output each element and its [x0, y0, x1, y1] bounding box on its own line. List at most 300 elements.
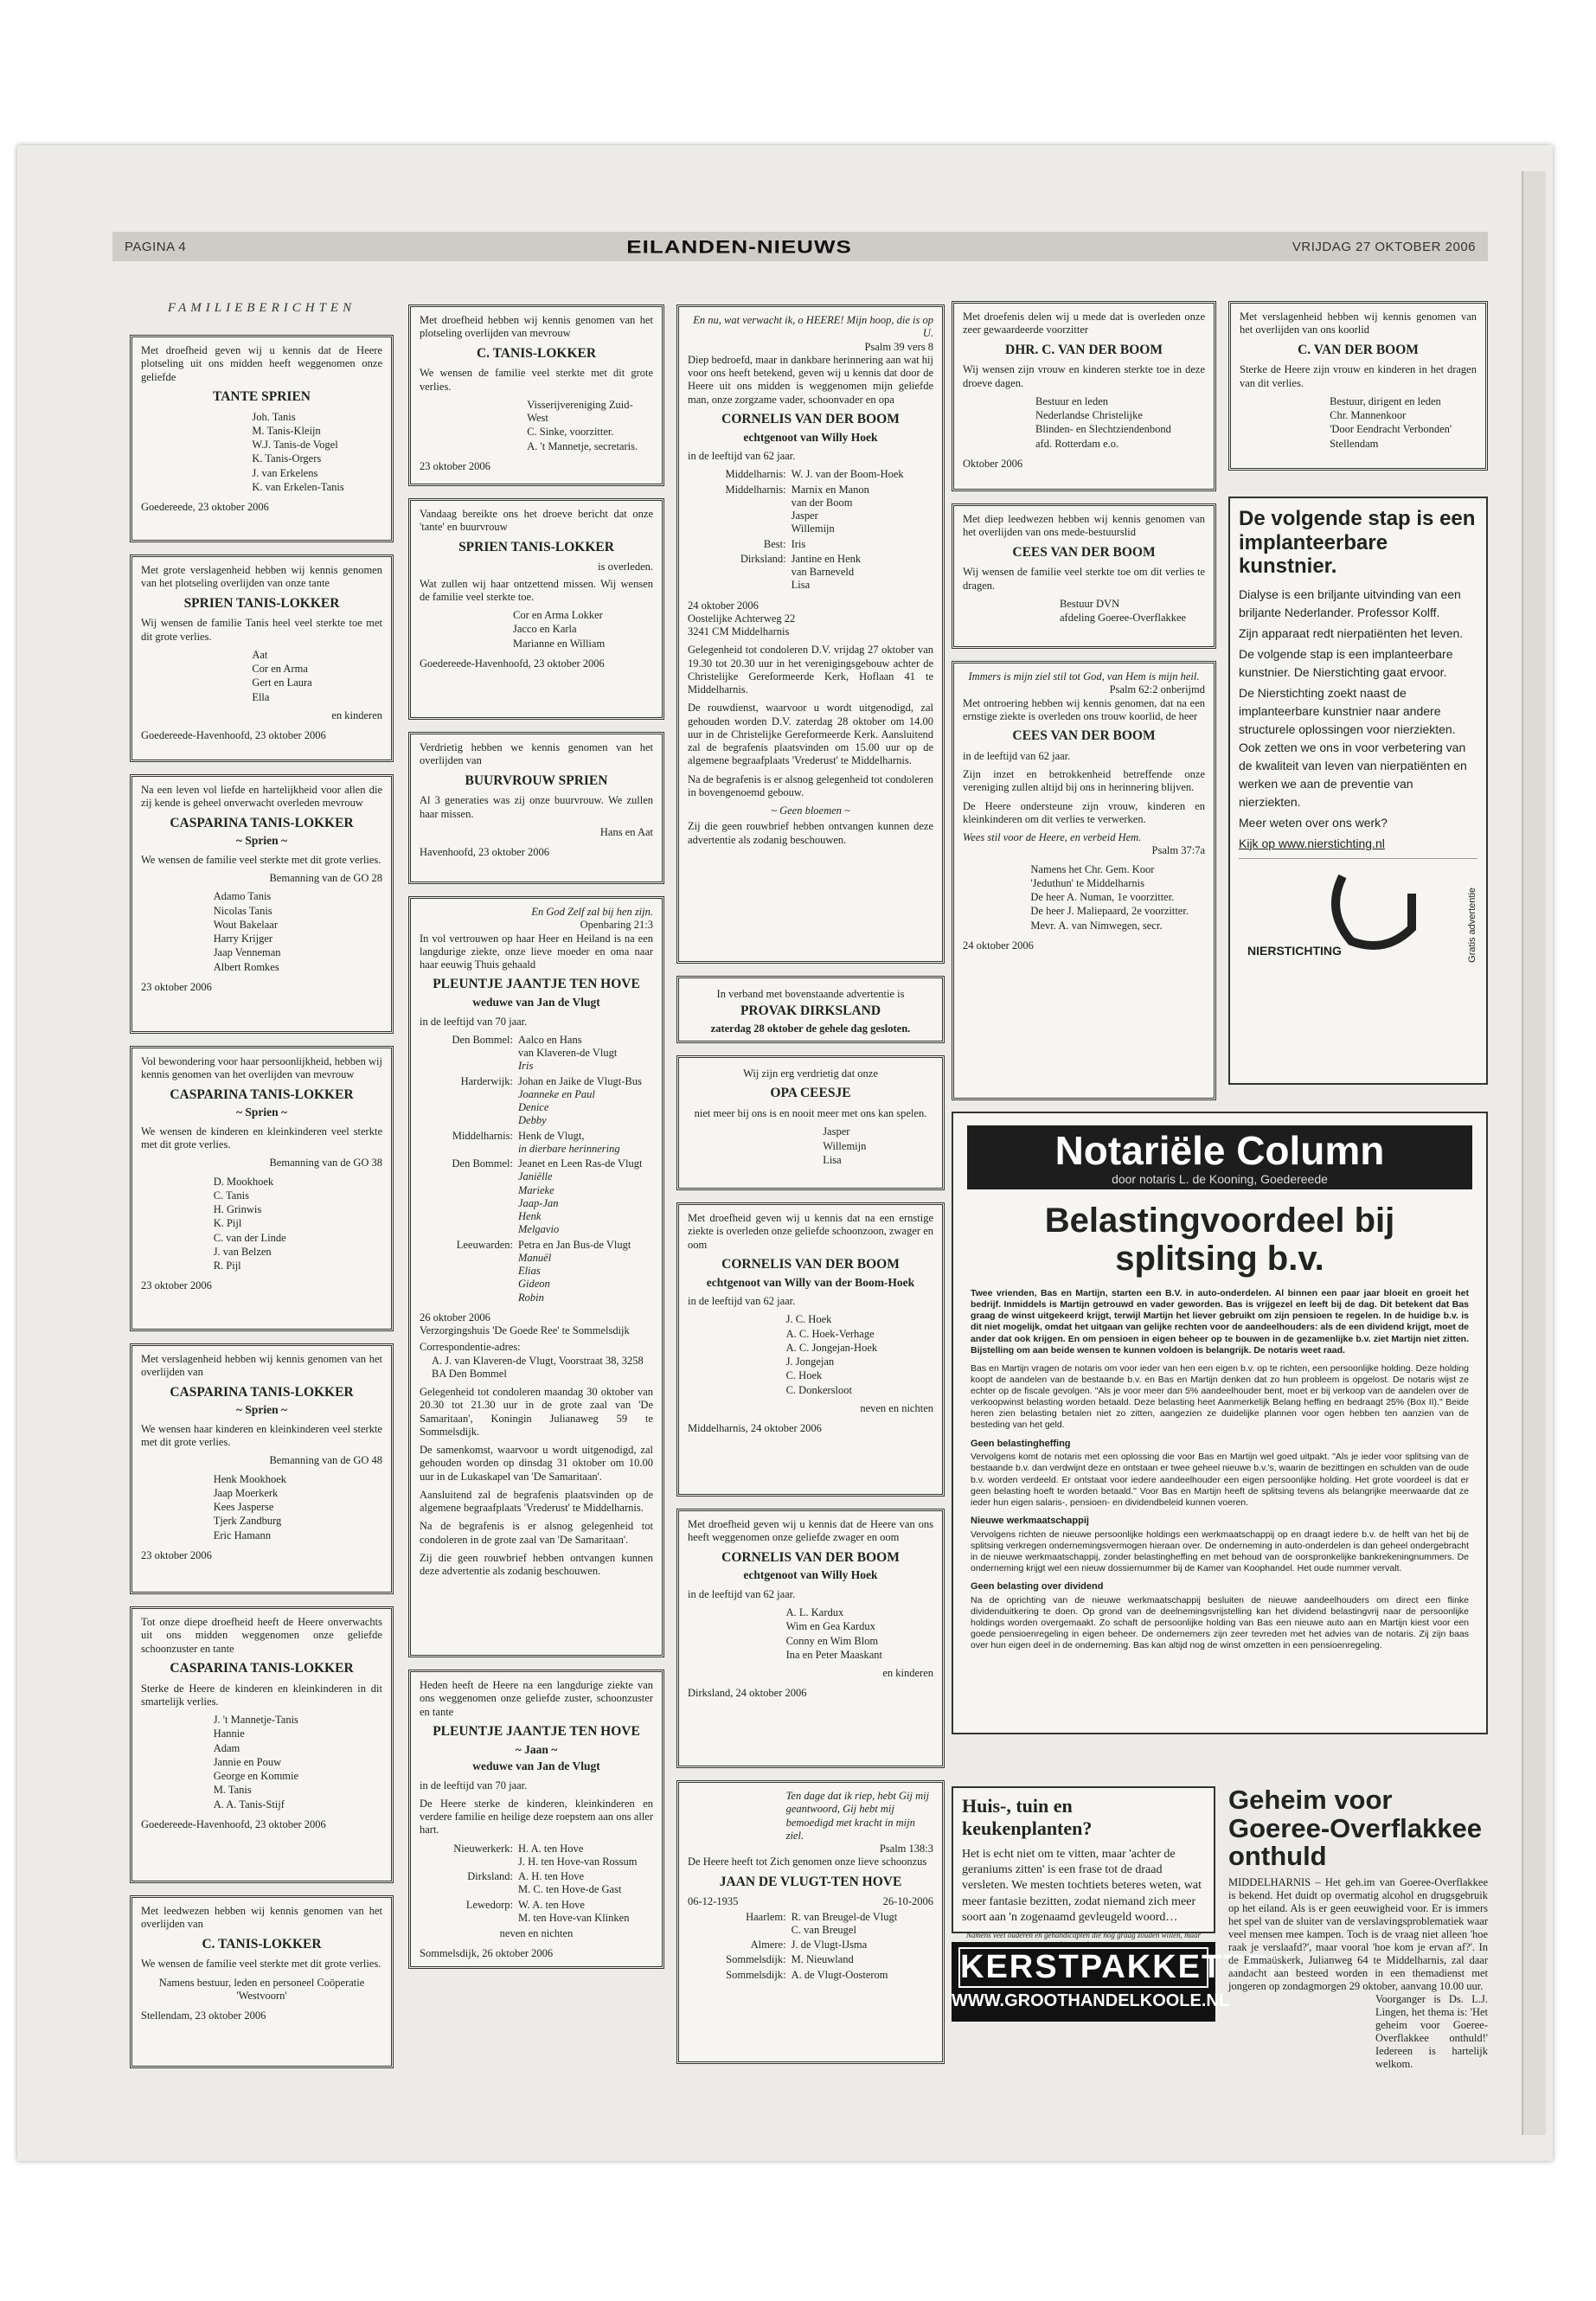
ad-org: afdeling Goeree-Overflakkee	[1060, 612, 1187, 625]
family-row	[420, 1239, 653, 1304]
age-line: in de leeftijd van 62 jaar.	[688, 450, 796, 463]
plants-footnote: Namens veel ouderen en gehandicapten die nog graag zouden willen, maar	[965, 1930, 1202, 1939]
ad-intro: Met droefheid geven wij u kennis dat de Heere van ons heeft weggenomen onze geliefde zwager en oom	[688, 1518, 933, 1544]
ad-org: Bestuur en leden	[1035, 394, 1109, 407]
issue-date: VRIJDAG 27 OKTOBER 2006	[1292, 239, 1476, 254]
grandchild: Elias	[518, 1265, 541, 1278]
grandchild: Marieke	[518, 1183, 554, 1196]
deceased-name: CASPARINA TANIS-LOKKER	[170, 1384, 354, 1400]
obituary-ad	[408, 1670, 664, 1969]
ad-footer: Middelharnis, 24 oktober 2006	[688, 1422, 822, 1435]
plants-text: Het is echt niet om te vitten, maar 'achter de geraniums zitten' is een frase tot de draad versleten. We mesten tochtiets beteres weten, wat meer fantasie bezitten, zodat niemand zich meer soort aan 'n zogenaamd gevleugeld woord…	[962, 1848, 1202, 1924]
family-name: Lisa	[791, 579, 811, 592]
signer: Hannie	[213, 1727, 245, 1740]
column-1	[130, 294, 394, 2080]
charity-brand: NIERSTICHTING	[1247, 943, 1342, 958]
ad-intro: Met verslagenheid hebben wij kennis genomen van het overlijden van ons koorlid	[1240, 311, 1477, 336]
family-name: W. J. van der Boom-Hoek	[791, 468, 904, 481]
spouse-line: echtgenoot van Willy Hoek	[743, 1568, 878, 1582]
article-paragraph: Vervolgens richten de nieuwe persoonlijke holdings een werkmaatschappij op en draagt iedere b.v. de helft van het bij de splitsing verkregen ondernemingsvermogen hieraan over. De onderneming in auto-onderdelen is dan geheel ondergebracht in de nieuwe werkmaatschappij, zonder belastingheffing en met behoud van de oorspronkelijke bankrekeningnummers. De onderneming krijgt wel een nieuw dossiernummer bij de Kamer van Koophandel. Het oude nummer vervalt.	[971, 1529, 1469, 1574]
family-name: Jeanet en Leen Ras-de Vlugt	[518, 1157, 643, 1170]
obituary-ad	[408, 498, 664, 720]
correspondence-address: A. J. van Klaveren-de Vlugt, Voorstraat 38, 3258 BA Den Bommel	[432, 1354, 644, 1380]
signers	[786, 1606, 933, 1662]
ad-org: De heer A. Numan, 1e voorzitter.	[1030, 891, 1175, 904]
family-row	[420, 1034, 653, 1074]
family-name: Johan en Jaike de Vlugt-Bus	[518, 1074, 642, 1087]
spouse-line: echtgenoot van Willy van der Boom-Hoek	[706, 1275, 915, 1289]
signer: Cor en Arma Lokker	[513, 609, 603, 622]
ad-text: Zijn inzet en betrokkenheid betreffende onze vereniging zullen altijd bij ons in herinnering blijven.	[963, 768, 1205, 794]
ad-intro: Met leedwezen hebben wij kennis genomen van het overlijden van	[141, 1905, 382, 1931]
kerst-title: KERSTPAKKETTEN	[958, 1947, 1208, 1988]
family-name: Petra en Jan Bus-de Vlugt	[518, 1238, 631, 1251]
signer: M. Tanis-Kleijn	[252, 424, 321, 437]
family-place: Middelharnis:	[452, 1129, 513, 1142]
obituary-ad	[676, 1055, 945, 1190]
family-place: Haarlem:	[746, 1910, 786, 1923]
grandchild: Jaap-Jan	[518, 1196, 559, 1209]
ad-org: 'Door Eendracht Verbonden'	[1330, 423, 1452, 436]
verse-reference: Psalm 138:3	[879, 1843, 933, 1855]
promo-line: Meer weten over ons werk?	[1239, 815, 1388, 830]
ad-intro: Diep bedroefd, maar in dankbare herinnering aan wat hij voor ons heeft betekend, geven wij u kennis dat door de Heere uit ons midden is weggenomen mijn geliefde man, onze zorgzame vader, schoonvader en opa	[688, 353, 933, 406]
ad-org: Bemanning van de GO 28	[269, 872, 382, 885]
family-row	[688, 538, 933, 551]
grandchild: Joanneke en Paul	[518, 1087, 595, 1100]
family-name: Marnix en Manon	[791, 483, 869, 496]
free-ad-label: Gratis advertentie	[1467, 887, 1477, 963]
family-place: Dirksland:	[467, 1870, 513, 1883]
ad-wish: We wensen de familie veel sterkte met dit grote verlies.	[141, 1958, 381, 1971]
obituary-ad	[130, 1895, 394, 2068]
age-line: in de leeftijd van 70 jaar.	[420, 1015, 528, 1028]
grandchild: Debby	[518, 1114, 547, 1127]
grandchild: Henk	[518, 1210, 542, 1223]
ad-text: niet meer bij ons is en nooit meer met ons kan spelen.	[694, 1107, 927, 1120]
ad-closing: en kinderen	[882, 1667, 933, 1680]
grandchild: Robin	[518, 1291, 544, 1304]
signers	[214, 1176, 382, 1273]
column-5	[1228, 301, 1488, 1095]
signer: Ina en Peter Maaskant	[785, 1648, 883, 1661]
signer: J. C. Hoek	[785, 1313, 832, 1326]
signer: Gert en Laura	[252, 676, 312, 689]
deceased-name: CEES VAN DER BOOM	[1012, 728, 1156, 743]
signer: Adamo Tanis	[213, 890, 272, 903]
family-place: Middelharnis:	[725, 468, 786, 481]
deceased-name: JAAN DE VLUGT-TEN HOVE	[719, 1874, 902, 1889]
ad-footer: Goedereede, 23 oktober 2006	[141, 501, 269, 514]
business-name: PROVAK DIRKSLAND	[740, 1003, 881, 1019]
closure-notice	[676, 976, 945, 1043]
family-name: Henk de Vlugt,	[518, 1129, 585, 1142]
ad-intro: In vol vertrouwen op haar Heer en Heiland is na een langdurige ziekte, onze lieve moeder en oma naar haar eeuwig Thuis gehaald	[420, 932, 653, 971]
family-name: A. de Vlugt-Oosterom	[791, 1968, 888, 1981]
signer: H. Grinwis	[213, 1203, 262, 1216]
signers	[1035, 395, 1205, 451]
deceased-name: C. TANIS-LOKKER	[476, 345, 597, 361]
plants-ad	[952, 1786, 1215, 1939]
ad-org: Chr. Mannenkoor	[1330, 409, 1407, 422]
signer: A. L. Kardux	[785, 1606, 844, 1619]
news-title: Geheim voor Goeree-Overflakkee onthuld	[1228, 1785, 1482, 1872]
signer: K. van Erkelen-Tanis	[252, 480, 344, 493]
news-text: MIDDELHARNIS – Het geh.im van Goeree-Overflakkee is bekend. Het duidt op overmatig alcohol en drugsgebruik op het eiland. Als is er geen eeuwigheid voor. Er is immers het spel van de sluiter van de verslavingsproblematiek waar veel mensen mee kampen. Toch is de vraag niet alleen 'hoe raak je verslaafd?', maar vooral 'hoe kom je ervan af?'. In de Emmaüskerk, Julianweg 64 te Middelharnis, zal daar aandacht aan besteed worden in een themadienst met jongeren op zondagmorgen 29 oktober, aanvang 10.00 uur.	[1228, 1875, 1488, 1992]
signer: Nicolas Tanis	[213, 904, 272, 917]
signer: Ella	[252, 690, 270, 703]
grandchild: Manuël	[518, 1251, 552, 1264]
signer: Marianne en William	[513, 637, 606, 650]
obituary-ad	[130, 554, 394, 762]
charity-ad	[1228, 497, 1488, 1085]
page-edge	[1522, 171, 1546, 2135]
signer: C. Hoek	[785, 1369, 823, 1382]
grandchild: Melgavio	[518, 1223, 560, 1236]
signers	[252, 649, 382, 704]
article-lead: Twee vrienden, Bas en Martijn, starten een B.V. in auto-onderdelen. Al binnen een paar jaar bloeit en groeit het bedrijf. Inmiddels is Martijn getrouwd en vader geworden. Bas is vrijgezel en leeft bij de dag. Dit betekent dat Bas graag de winst uitgekeerd krijgt, terwijl Martijn het liever gebruikt om zijn pensioen te regelen. In de huidige b.v. is dit niet mogelijk, omdat het uitgaan van gelijke rechten voor de aandeelhouders: als de een dividend krijgt, moet de ander dat ook krijgen. En om pensioen in eigen beheer op te bouwen in de gezamenlijke b.v. ziet Martijn niet zitten. Bijstelling om aan beide wensen te kunnen voldoen is belangrijk. De notaris weet raad.	[971, 1288, 1469, 1356]
signer: Willemijn	[823, 1139, 867, 1152]
obituary-ad	[130, 1046, 394, 1331]
signer: Jasper	[823, 1125, 850, 1138]
birth-date: 06-12-1935	[688, 1895, 739, 1908]
family-place: Best:	[763, 537, 786, 550]
christmas-package-ad	[952, 1942, 1295, 2022]
signers	[513, 609, 653, 651]
family-place: Nieuwerkerk:	[453, 1842, 513, 1855]
signer: M. Tanis	[213, 1784, 252, 1797]
burial-info: Aansluitend zal de begrafenis plaatsvinden op de algemene begraafplaats 'Vrederust' te Middelharnis.	[420, 1488, 653, 1515]
ad-wish: We wensen de kinderen en kleinkinderen veel sterkte met dit grote verlies.	[141, 1125, 382, 1151]
ad-intro: Met diep leedwezen hebben wij kennis genomen van het overlijden van ons mede-bestuurslid	[963, 513, 1205, 539]
spouse-line: echtgenoot van Willy Hoek	[743, 430, 878, 444]
family-row	[688, 1953, 933, 1966]
ad-footer: Dirksland, 24 oktober 2006	[688, 1687, 807, 1700]
signer: Henk Mookhoek	[213, 1472, 287, 1485]
family-row	[688, 1911, 933, 1938]
notarial-column	[952, 1112, 1488, 1734]
ad-org: Bestuur DVN	[1060, 597, 1120, 610]
ad-org: afd. Rotterdam e.o.	[1035, 437, 1119, 450]
signer: A. A. Tanis-Stijf	[213, 1798, 285, 1811]
kidney-logo-icon	[1317, 859, 1446, 954]
death-date: 26-10-2006	[882, 1895, 933, 1908]
family-row	[420, 1870, 653, 1897]
ad-intro: De Heere heeft tot Zich genomen onze lieve schoonzus	[688, 1856, 927, 1868]
signer: Joh. Tanis	[252, 410, 296, 423]
nickname: ~ Sprien ~	[235, 1403, 288, 1417]
signer: W.J. Tanis-de Vogel	[252, 439, 338, 452]
family-place: Sommelsdijk:	[726, 1953, 786, 1966]
signer: Albert Romkes	[213, 960, 279, 973]
family-row	[420, 1075, 653, 1128]
obituary-ad	[952, 661, 1216, 1100]
family-row	[420, 1899, 653, 1926]
family-name: H. A. ten Hove	[518, 1842, 584, 1855]
family-place: Den Bommel:	[452, 1033, 513, 1046]
ad-footer: Oktober 2006	[963, 457, 1023, 470]
ad-org: Blinden- en Slechtziendenbond	[1035, 423, 1171, 436]
article-body	[953, 1288, 1486, 1652]
life-dates	[688, 1895, 933, 1908]
no-flowers: ~ Geen bloemen ~	[771, 804, 850, 817]
ad-footer: 23 oktober 2006	[420, 459, 490, 472]
family-name: A. H. ten Hove	[518, 1870, 585, 1883]
ad-closing: neven en nichten	[860, 1401, 933, 1414]
deceased-name: BUURVROUW SPRIEN	[465, 772, 608, 788]
ad-intro: Met ontroering hebben wij kennis genomen, dat na een ernstige ziekte is overleden ons trouw koorlid, de heer	[963, 696, 1205, 722]
ad-wish: We wensen de familie veel sterkte met dit grote verlies.	[141, 853, 381, 866]
ad-footer: 23 oktober 2006	[141, 1548, 212, 1561]
charity-logo-area	[1239, 858, 1477, 963]
condolence-info: Gelegenheid tot condoleren D.V. vrijdag 27 oktober van 19.30 tot 20.30 uur in het verenigingsgebouw achter de Christelijke Gereformeerde Kerk, Hoflaan 41 te Middelharnis.	[688, 644, 933, 696]
obituary-ad	[676, 304, 945, 964]
signer: Adam	[213, 1741, 240, 1754]
family-name: R. van Breugel-de Vlugt	[791, 1910, 898, 1923]
obituary-ad	[408, 896, 664, 1657]
ad-wish: Sterke de Heere de kinderen en kleinkinderen in dit smartelijk verlies.	[141, 1682, 382, 1708]
news-text: Voorganger is Ds. L.J. Lingen, het thema is: 'Het geheim voor Goeree-Overflakkee onthuld!' Iedereen is hartelijk welkom.	[1375, 1992, 1488, 2070]
ad-footer: 24 oktober 2006	[963, 939, 1034, 952]
family-row	[420, 1157, 653, 1237]
obituary-ad	[676, 1780, 945, 2064]
family-name: van der Boom	[791, 496, 853, 509]
ad-footer: Havenhoofd, 23 oktober 2006	[420, 846, 549, 859]
obituary-ad	[952, 301, 1216, 491]
family-place: Den Bommel:	[452, 1157, 513, 1170]
signers	[786, 1313, 933, 1397]
age-line: in de leeftijd van 62 jaar.	[963, 749, 1071, 762]
ad-org: 'Jeduthun' te Middelharnis	[1030, 876, 1144, 889]
signer: A. C. Jongejan-Hoek	[785, 1341, 878, 1354]
obituary-ad	[408, 304, 664, 486]
signers	[1030, 863, 1205, 933]
verse-reference: Psalm 37:7a	[1151, 844, 1205, 857]
family-name: van Klaveren-de Vlugt	[518, 1047, 618, 1060]
address-line: 3241 CM Middelharnis	[688, 625, 790, 638]
correspondence-label: Correspondentie-adres:	[420, 1341, 521, 1354]
family-name: Iris	[791, 537, 806, 550]
ad-wish: Wij wensen zijn vrouw en kinderen sterkte toe in deze droeve dagen.	[963, 363, 1205, 389]
bible-verse: En God Zelf zal bij hen zijn.	[531, 906, 653, 918]
nickname: ~ Jaan ~	[515, 1742, 558, 1756]
ad-intro: Tot onze diepe droefheid heeft de Heere onverwachts uit ons midden weggenomen onze geliefde schoonzuster en tante	[141, 1616, 382, 1655]
family-row	[688, 553, 933, 593]
ad-intro: Met grote verslagenheid hebben wij kennis genomen van het plotseling overlijden van onze tante	[141, 564, 382, 590]
after-info: Na de begrafenis is er alsnog gelegenheid tot condoleren in bovengenoemd gebouw.	[688, 772, 933, 798]
column-3	[676, 304, 945, 2076]
ad-org: Namens bestuur, leden en personeel Coöperatie 'Westvoorn'	[158, 1976, 365, 2002]
kerst-url[interactable]: WWW.GROOTHANDELKOOLE.NL	[952, 1991, 1230, 2010]
page-number: PAGINA 4	[125, 239, 187, 254]
ad-date: 26 oktober 2006	[420, 1311, 490, 1324]
ad-org: Nederlandse Christelijke	[1035, 409, 1143, 422]
deceased-name: SPRIEN TANIS-LOKKER	[458, 539, 614, 554]
signer: J. Jongejan	[785, 1356, 835, 1368]
article-paragraph: Bas en Martijn vragen de notaris om voor ieder van hen een eigen b.v. op te richten, een persoonlijke holding. Deze holding koopt de aandelen van de bestaande b.v. en Bas en Martijn denken dat zo hun probleem is opgelost. De notaris wijst ze echter op de fiscale gevolgen. "Als je voor meer dan 5% aandeelhouder bent, moet er bij verkoop van de aandelen over de verkoopwinst belasting worden betaald. Deze belasting heet Aanmerkelijk Belang heffing en bedraagt 25% (Box II)." Beide heren zien belasting betalen niet zo zitten, aangezien ze duidelijke plannen voor ogen hebben ten aanzien van de besteding van het geld.	[971, 1362, 1469, 1431]
ad-closing: en kinderen	[331, 708, 382, 721]
deceased-name: CORNELIS VAN DER BOOM	[721, 1549, 900, 1565]
signer: Tjerk Zandburg	[213, 1515, 282, 1528]
ad-footer: 23 oktober 2006	[141, 1279, 212, 1292]
article-paragraph: Na de oprichting van de nieuwe werkmaatschappij besluiten de nieuwe aandeelhouders om direct een flinke dividenduitkering te doen. Op grond van de deelnemingsvrijstelling kan het dividend belastingvrij naar de persoonlijke holdings worden overgemaakt. Zo schaft de persoonlijke holding van Bas een nieuwe auto aan en Martijn kiest voor een goede pensioenregeling in eigen beheer. De ondernemers zijn zeer tevreden met het advies van de notaris. Zij zijn baas over hun eigen deel in de onderneming. Bas kan altijd nog de winst omzetten in een pensioenregeling.	[971, 1594, 1469, 1651]
ad-org: De heer J. Maliepaard, 2e voorzitter.	[1030, 905, 1189, 918]
closed-notice: zaterdag 28 oktober de gehele dag gesloten.	[710, 1022, 911, 1035]
family-row	[688, 1969, 933, 1982]
deceased-name: SPRIEN TANIS-LOKKER	[183, 595, 340, 611]
family-name: M. Nieuwland	[791, 1953, 854, 1966]
promo-line: Zijn apparaat redt nierpatiënten het leven.	[1239, 625, 1464, 640]
news-article	[1228, 1785, 1488, 2070]
ad-intro: Na een leven vol liefde en hartelijkheid voor allen die zij kende is geheel onverwacht overleden mevrouw	[141, 784, 382, 810]
signer: C. Tanis	[213, 1189, 249, 1202]
family-place: Dirksland:	[740, 552, 786, 565]
signer: Jannie en Pouw	[213, 1755, 282, 1768]
ad-intro: Met droefheid geven wij u kennis dat de Heere plotseling uit ons midden heeft weggenomen onze geliefde	[141, 344, 382, 383]
family-name: M. C. ten Hove-de Gast	[518, 1883, 622, 1896]
article-subheading: Geen belasting over dividend	[971, 1581, 1104, 1593]
verse-reference: Psalm 62:2 onberijmd	[1109, 683, 1205, 696]
family-place: Harderwijk:	[460, 1074, 513, 1087]
signer: J. van Erkelens	[252, 466, 318, 479]
signer: Eric Hamann	[213, 1529, 271, 1541]
ad-wish: Wat zullen wij haar ontzettend missen. Wij wensen de familie veel sterkte toe.	[420, 577, 653, 603]
nickname: ~ Sprien ~	[235, 834, 288, 848]
signers	[252, 411, 382, 495]
verse-reference: Psalm 39 vers 8	[864, 340, 933, 353]
signer: Wim en Gea Kardux	[785, 1620, 875, 1633]
deceased-name: CASPARINA TANIS-LOKKER	[170, 1086, 354, 1102]
grandchild: Iris	[518, 1060, 534, 1073]
obituary-ad	[130, 774, 394, 1034]
obituary-ad	[952, 503, 1216, 649]
ad-wish: We wensen haar kinderen en kleinkinderen veel sterkte met dit grote verlies.	[141, 1422, 382, 1449]
signers	[527, 399, 653, 453]
signer: J. van Belzen	[213, 1245, 272, 1258]
ad-wish: Wij wensen de familie veel sterkte toe om dit verlies te dragen.	[963, 566, 1205, 592]
deceased-name: CASPARINA TANIS-LOKKER	[170, 815, 354, 830]
after-info: Na de begrafenis is er alsnog gelegenheid tot condoleren in de grote zaal van 'De Samaritaan'.	[420, 1520, 653, 1546]
signer: C. Sinke, voorzitter.	[527, 426, 614, 439]
family-name: J. de Vlugt-IJsma	[791, 1939, 868, 1952]
article-paragraph: Vervolgens komt de notaris met een oplossing die voor Bas en Martijn wel goed uitpakt. "Als je ieder voor splitsing van de bestaande b.v. dan verdwijnt deze en ontstaan er twee geheel nieuwe b.v.'s, waarin de bezittingen en schulden van de oude b.v. worden verdeeld. Er ontstaat voor iedere aandeelhouder een eigen persoonlijke holding. Het grote voordeel is dat er geen belasting hoeft te worden betaald." Voor Bas en Martijn heeft de splitsing tevens als belangrijke meerwaarde dat ze ieder hun eigen salaris-, pensioen- en dividendbeleid kunnen voeren.	[971, 1452, 1470, 1508]
signer: Jaap Venneman	[213, 946, 281, 959]
promo-line: De Nierstichting zoekt naast de implanteerbare kunstnier naar andere structurele oplossingen voor nierziekten. Ook zetten we ons in voor verbetering van de kwaliteit van leven van nierpatiënten en werken we aan de preventie van nierziekten.	[1239, 685, 1467, 809]
signer: George en Kommie	[213, 1770, 299, 1783]
promo-link[interactable]: Kijk op www.nierstichting.nl	[1239, 836, 1385, 850]
ad-org: Bestuur, dirigent en leden	[1330, 394, 1441, 407]
ad-footer: 23 oktober 2006	[141, 980, 212, 993]
ad-status: is overleden.	[598, 561, 653, 574]
ad-intro: In verband met bovenstaande advertentie is	[716, 988, 905, 1000]
ad-intro: Met droefheid hebben wij kennis genomen van het plotseling overlijden van mevrouw	[420, 314, 653, 340]
deceased-name: PLEUNTJE JAANTJE TEN HOVE	[433, 1723, 640, 1739]
ad-intro: Met verslagenheid hebben wij kennis genomen van het overlijden van	[141, 1353, 382, 1379]
ad-wish: Sterke de Heere zijn vrouw en kinderen in het dragen van dit verlies.	[1240, 363, 1477, 389]
deceased-name: C. VAN DER BOOM	[1298, 342, 1419, 357]
ad-intro: Met droefheid geven wij u kennis dat na een ernstige ziekte is overleden onze geliefde schoonzoon, zwager en oom	[688, 1212, 933, 1251]
column-header	[967, 1125, 1472, 1189]
signers	[214, 1714, 382, 1811]
family-place: Almere:	[750, 1939, 786, 1952]
signer: Wout Bakelaar	[213, 918, 278, 931]
column-title: Notariële Column	[1054, 1128, 1385, 1173]
ad-intro: Verdrietig hebben we kennis genomen van het overlijden van	[420, 741, 653, 767]
bible-verse: Wees stil voor de Heere, en verbeid Hem.	[963, 831, 1142, 844]
signers	[823, 1125, 933, 1167]
promo-line: De volgende stap is een implanteerbare kunstnier. De Nierstichting gaat ervoor.	[1239, 646, 1453, 679]
family-name: C. van Breugel	[791, 1923, 856, 1936]
deceased-name: OPA CEESJE	[770, 1086, 851, 1101]
age-line: in de leeftijd van 70 jaar.	[420, 1779, 528, 1791]
promo-title: De volgende stap is een implanteerbare kunstnier.	[1239, 507, 1476, 579]
ad-footer: Stellendam, 23 oktober 2006	[141, 2009, 266, 2022]
signer: A. C. Hoek-Verhage	[785, 1327, 875, 1340]
service-info: De rouwdienst, waarvoor u wordt uitgenodigd, zal gehouden worden D.V. zaterdag 28 oktober om 14.00 uur in de Christelijke Gereformeerde Kerk. Aansluitend zal de begrafenis plaatsvinden om 15.00 uur op de algemene begraafplaats 'Vrederust' te Middelharnis.	[688, 702, 933, 767]
ad-footer: Goedereede-Havenhoofd, 23 oktober 2006	[420, 657, 605, 670]
ad-intro: Wij zijn erg verdrietig dat onze	[743, 1067, 878, 1080]
signer: Kees Jasperse	[213, 1501, 274, 1514]
signer: C. van der Linde	[213, 1231, 286, 1244]
ad-wish: De Heere sterke de kinderen, kleinkinderen en verdere familie en heilige deze roepstem aan ons aller hart.	[420, 1797, 653, 1836]
age-line: in de leeftijd van 62 jaar.	[688, 1587, 796, 1600]
article-subheading: Nieuwe werkmaatschappij	[971, 1515, 1089, 1526]
obituary-ad	[130, 1343, 394, 1594]
family-row	[420, 1843, 653, 1869]
obituary-ad	[676, 1509, 945, 1768]
age-line: in de leeftijd van 62 jaar.	[688, 1295, 796, 1308]
ad-intro: Vandaag bereikte ons het droeve bericht dat onze 'tante' en buurvrouw	[420, 508, 653, 534]
verse-reference: Openbaring 21:3	[580, 919, 653, 932]
obituary-ad	[408, 732, 664, 884]
ad-org: Bemanning van de GO 38	[269, 1157, 382, 1170]
ad-closing: neven en nichten	[499, 1927, 574, 1940]
signer: Conny en Wim Blom	[785, 1634, 879, 1647]
signers	[214, 1473, 382, 1542]
family-name: Aalco en Hans	[518, 1033, 582, 1046]
grandchild: Gideon	[518, 1278, 550, 1291]
section-title: FAMILIEBERICHTEN	[167, 301, 356, 315]
obituary-ad	[1228, 301, 1488, 471]
deceased-name: CASPARINA TANIS-LOKKER	[170, 1660, 354, 1676]
obituary-ad	[130, 335, 394, 542]
deceased-name: CORNELIS VAN DER BOOM	[721, 411, 900, 426]
deceased-name: C. TANIS-LOKKER	[202, 1936, 322, 1952]
ad-org: Namens het Chr. Gem. Koor	[1030, 862, 1155, 875]
signer: Harry Krijger	[213, 933, 273, 945]
family-row	[688, 1939, 933, 1952]
deceased-name: PLEUNTJE JAANTJE TEN HOVE	[433, 977, 640, 992]
signer: Lisa	[823, 1153, 842, 1166]
condolence-info: Gelegenheid tot condoleren maandag 30 oktober van 20.30 tot 21.30 uur in de grote zaal van 'De Samaritaan', Koningin Julianaweg 59 te Sommelsdijk.	[420, 1386, 653, 1438]
bible-verse: Immers is mijn ziel stil tot God, van Hem is mijn heil.	[968, 670, 1200, 683]
signer: D. Mookhoek	[213, 1175, 274, 1188]
care-home: Verzorgingshuis 'De Goede Ree' te Sommelsdijk	[420, 1324, 630, 1337]
signer: R. Pijl	[213, 1259, 241, 1272]
ad-footer: Sommelsdijk, 26 oktober 2006	[420, 1947, 554, 1960]
signer: Jaap Moerkerk	[213, 1486, 279, 1499]
signer: C. Donkersloot	[785, 1383, 852, 1396]
deceased-name: DHR. C. VAN DER BOOM	[1005, 342, 1163, 357]
bible-verse: En nu, wat verwacht ik, o HEERE! Mijn hoop, die is op U.	[693, 314, 933, 340]
ad-org: Stellendam	[1330, 437, 1379, 450]
column-4	[952, 301, 1216, 1112]
ad-org: Visserijvereniging Zuid-West	[527, 398, 633, 425]
ad-wish: De Heere ondersteune zijn vrouw, kinderen en kleinkinderen om dit verlies te verwerken.	[963, 799, 1205, 825]
family-place: Leeuwarden:	[456, 1238, 513, 1251]
service-info: De samenkomst, waarvoor u wordt uitgenodigd, zal gehouden worden op dinsdag 31 oktober om 10.00 uur in de Lukaskapel van 'De Samaritaan'.	[420, 1444, 653, 1483]
article-subheading: Geen belastingheffing	[971, 1438, 1071, 1449]
